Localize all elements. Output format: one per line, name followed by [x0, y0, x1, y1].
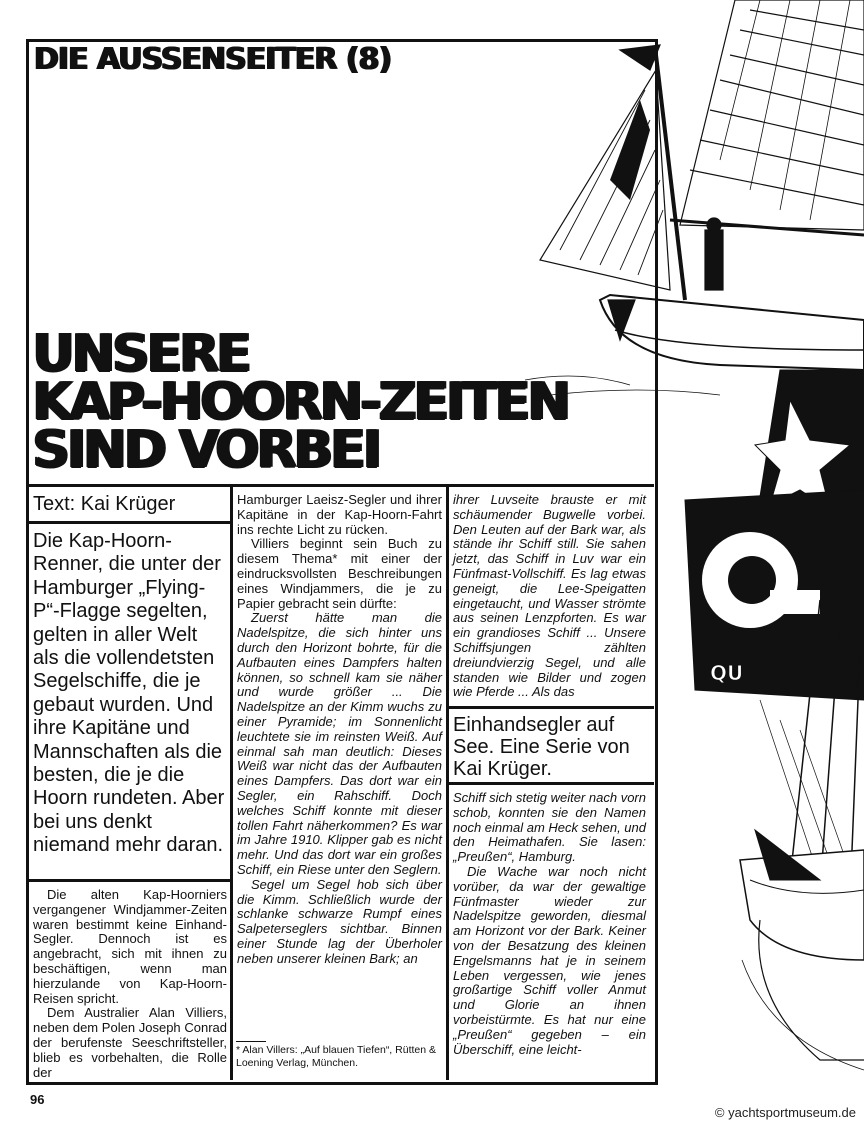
headline-line-3: SIND VORBEI [32, 420, 379, 480]
headline-line-2: KAP-HOORN-ZEITEN [32, 372, 568, 432]
teaser-rule-top [446, 706, 654, 709]
watermark: © yachtsportmuseum.de [714, 1105, 856, 1120]
column-3-quote-top: ihrer Luvseite brauste er mit schäumender Bugwelle vorbei. Den Leuten auf der Bark war, als stände ihr Schiff still. Sie sahen jetzt, das Schiff in Luv war ein Fünfmast-Vollschiff. Es lag etwas geneigt, die Lee-Speigatten eingetaucht, und Wasser strömte aus seinen Lenzpforten. Es war ein grandioses Schiff ... Unsere Schiffsjungen zählten dreiundvierzig Segel, und alle standen wie Bilder und zogen wie Pferde ... Als das [453, 492, 646, 700]
column-2-paragraph-1: Hamburger Laeisz-Segler und ihrer Kapitäne in der Kap-Hoorn-Fahrt ins rechte Licht zu rücken. [237, 492, 442, 537]
footnote-rule [236, 1041, 266, 1042]
column-2-paragraph-2: Villiers beginnt sein Buch zu diesem Thema* mit einer der eindrucksvollsten Beschreibungen eines Windjammers, die je zu Papier gebracht sein dürfte: [237, 536, 442, 611]
column-2-quote-2: Segel um Segel hob sich über die Kimm. Schließlich wurde der schlanke schwarze Rumpf eines Salpeterseglers sichtbar. Binnen einer Stunde lag der Überholer neben unserer kleinen Bark; an [237, 876, 442, 966]
column-2-quote-1: Zuerst hätte man die Nadelspitze, die sich hinter uns durch den Horizont bohrte, für die Aufbauten eines Dampfers halten können, so schnell kam sie näher und wurde größer ... Die Nadelspitze an der Kimm wuchs zu einer Pyramide; im Sonnenlicht leuchtete sie im reinsten Weiß. Auf einmal sah man deutlich: Dieses Weiß war nicht das der Aufbauten eines Dampfers. Das dort war ein Segler, ein Rahschiff. Doch welches Schiff konnte mit dieser tollen Fahrt näherkommen? Es war im Jahre 1910. Klipper gab es nicht mehr. Und das dort war ein großes Schiff, ein Riese unter den Seglern. [237, 610, 442, 877]
column-3-top [453, 493, 646, 700]
column-2 [237, 493, 442, 967]
page-number: 96 [30, 1092, 45, 1107]
column-3-quote-bottom-1: Schiff sich stetig weiter nach vorn schob, konnten sie den Namen noch einmal am Heck sehen, und den Heimathafen. Sie lasen: „Preußen“, Hamburg. [453, 790, 646, 865]
lead-rule [26, 879, 233, 882]
headline [32, 324, 568, 480]
headline-rule [26, 484, 654, 487]
headline-line-1: UNSERE [32, 324, 249, 384]
column-1-paragraph-2: Dem Australier Alan Villiers, neben dem Polen Joseph Conrad der berufenste Seeschriftsteller, blieb es vorbehalten, die Rolle der [33, 1005, 227, 1080]
badge-subtext: QU [710, 661, 744, 685]
column-3-bottom [453, 791, 646, 1057]
footnote: * Alan Villers: „Auf blauen Tiefen“, Rütten & Loening Verlag, München. [236, 1044, 437, 1069]
byline-rule [26, 521, 233, 524]
series-title: DIE AUSSENSEITER (8) [34, 42, 392, 77]
column-3-quote-bottom-2: Die Wache war noch nicht vorüber, da war der gewaltige Fünfmaster wieder zur Nadelspitze geworden, diesmal am Horizont vor der Bark. Keiner von der Besatzung des kleinen Engelsmanns hat je in seinem Leben vergessen, wie jenes großartige Schiff voller Anmut und Glorie an ihnen vorbeistürmte. Es hat nur eine „Preußen“ gegeben – ein Überschiff, eine leicht- [453, 863, 646, 1057]
lead-paragraph: Die Kap-Hoorn-Renner, die unter der Hamburger „Flying-P“-Flagge segelten, gelten in aller Welt als die vollendetsten Segelschiffe, die je gebaut wurden. Und ihre Kapitäne und Mannschaften als die besten, die je die Hoorn rundeten. Aber bei uns denkt niemand mehr daran. [33, 530, 225, 857]
column-divider-1 [230, 484, 233, 1080]
column-1 [33, 888, 227, 1080]
column-1-paragraph-1: Die alten Kap-Hoorniers vergangener Windjammer-Zeiten waren bestimmt keine Einhand-Segler. Dennoch ist es angebracht, sich mit ihnen zu beschäftigen, wenn man hierzulande von Kap-Hoorn-Reisen spricht. [33, 887, 227, 1006]
teaser-rule-bottom [446, 782, 654, 785]
byline: Text: Kai Krüger [33, 493, 176, 515]
series-teaser: Einhandsegler auf See. Eine Serie von Kai Krüger. [453, 714, 630, 780]
